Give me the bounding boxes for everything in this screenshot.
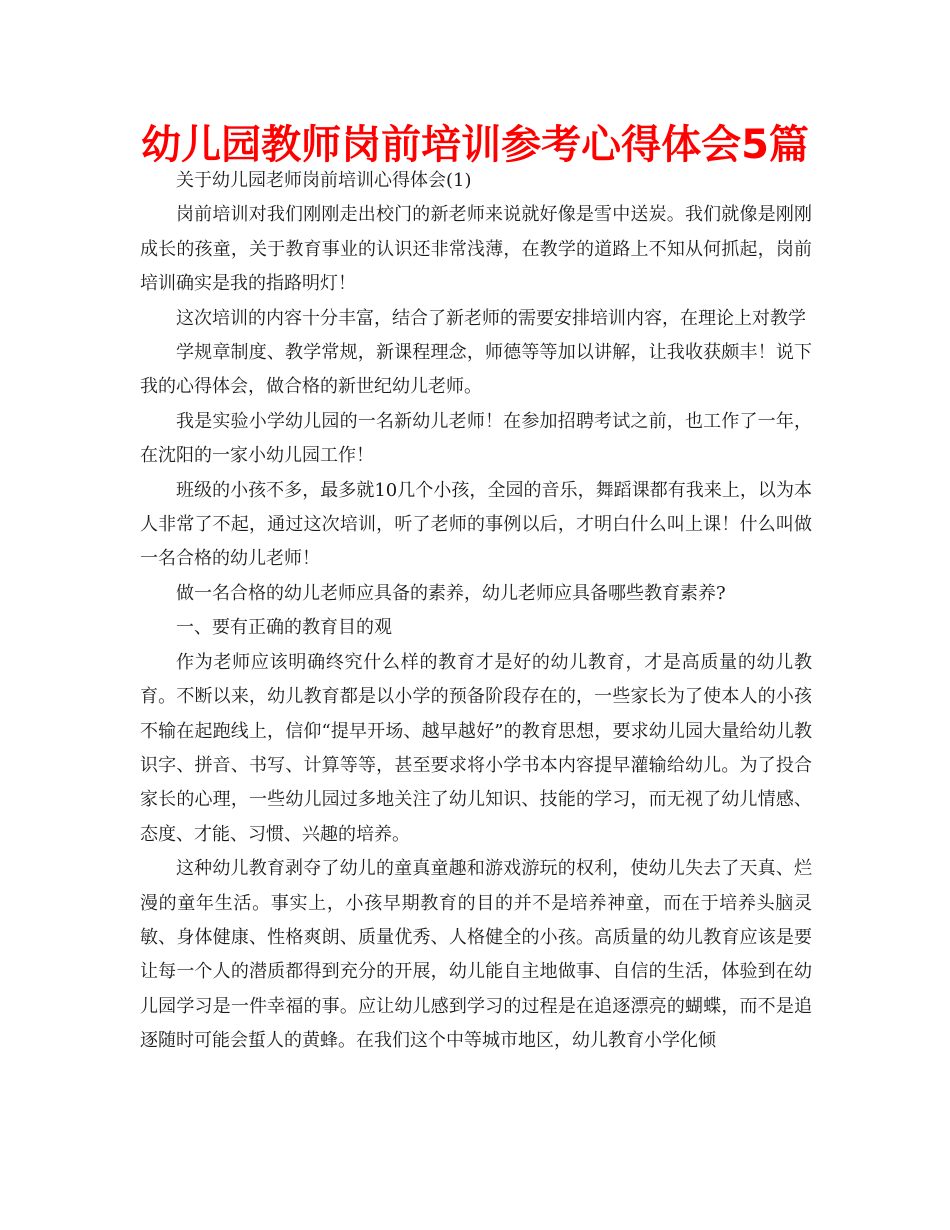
paragraph: 学规章制度、教学常规，新课程理念，师德等等加以讲解，让我收获颇丰！说下我的心得体会，做合格的新世纪幼儿老师。 (140, 342, 812, 398)
paragraph: 关于幼儿园老师岗前培训心得体会(1) (176, 170, 472, 191)
paragraph: 做一名合格的幼儿老师应具备的素养，幼儿老师应具备哪些教育素养? (176, 582, 726, 604)
document-title: 幼儿园教师岗前培训参考心得体会5篇 (141, 122, 809, 168)
paragraph: 岗前培训对我们刚刚走出校门的新老师来说就好像是雪中送炭。我们就像是刚刚成长的孩童，关于教育事业的认识还非常浅薄，在教学的道路上不知从何抓起，岗前培训确实是我的指路明灯！ (140, 204, 812, 295)
paragraph: 班级的小孩不多，最多就10几个小孩，全园的音乐，舞蹈课都有我来上，以为本人非常了不起，通过这次培训，听了老师的事例以后，才明白什么叫上课！什么叫做一名合格的幼儿老师！ (140, 479, 812, 570)
document-body (140, 164, 812, 1059)
paragraph: 这种幼儿教育剥夺了幼儿的童真童趣和游戏游玩的权利，使幼儿失去了天真、烂漫的童年生活。事实上，小孩早期教育的目的并不是培养神童，而在于培养头脑灵敏、身体健康、性格爽朗、质量优秀、人格健全的小孩。高质量的幼儿教育应该是要让每一个人的潜质都得到充分的开展，幼儿能自主地做事、自信的生活，体验到在幼儿园学习是一件幸福的事。应让幼儿感到学习的过程是在追逐漂亮的蝴蝶，而不是追逐随时可能会蜇人的黄蜂。在我们这个中等城市地区，幼儿教育小学化倾 (140, 858, 812, 1052)
section-heading: 一、要有正确的教育目的观 (176, 617, 392, 639)
paragraph: 这次培训的内容十分丰富，结合了新老师的需要安排培训内容，在理论上对教学 (176, 307, 806, 329)
paragraph: 我是实验小学幼儿园的一名新幼儿老师！在参加招聘考试之前，也工作了一年，在沈阳的一家小幼儿园工作！ (140, 410, 812, 467)
paragraph: 作为老师应该明确终究什么样的教育才是好的幼儿教育，才是高质量的幼儿教育。不断以来，幼儿教育都是以小学的预备阶段存在的，一些家长为了使本人的小孩不输在起跑线上，信仰“提早开场、越早越好”的教育思想，要求幼儿园大量给幼儿教识字、拼音、书写、计算等等，甚至要求将小学书本内容提早灌输给幼儿。为了投合家长的心理，一些幼儿园过多地关注了幼儿知识、技能的学习，而无视了幼儿情感、态度、才能、习惯、兴趣的培养。 (140, 651, 812, 845)
